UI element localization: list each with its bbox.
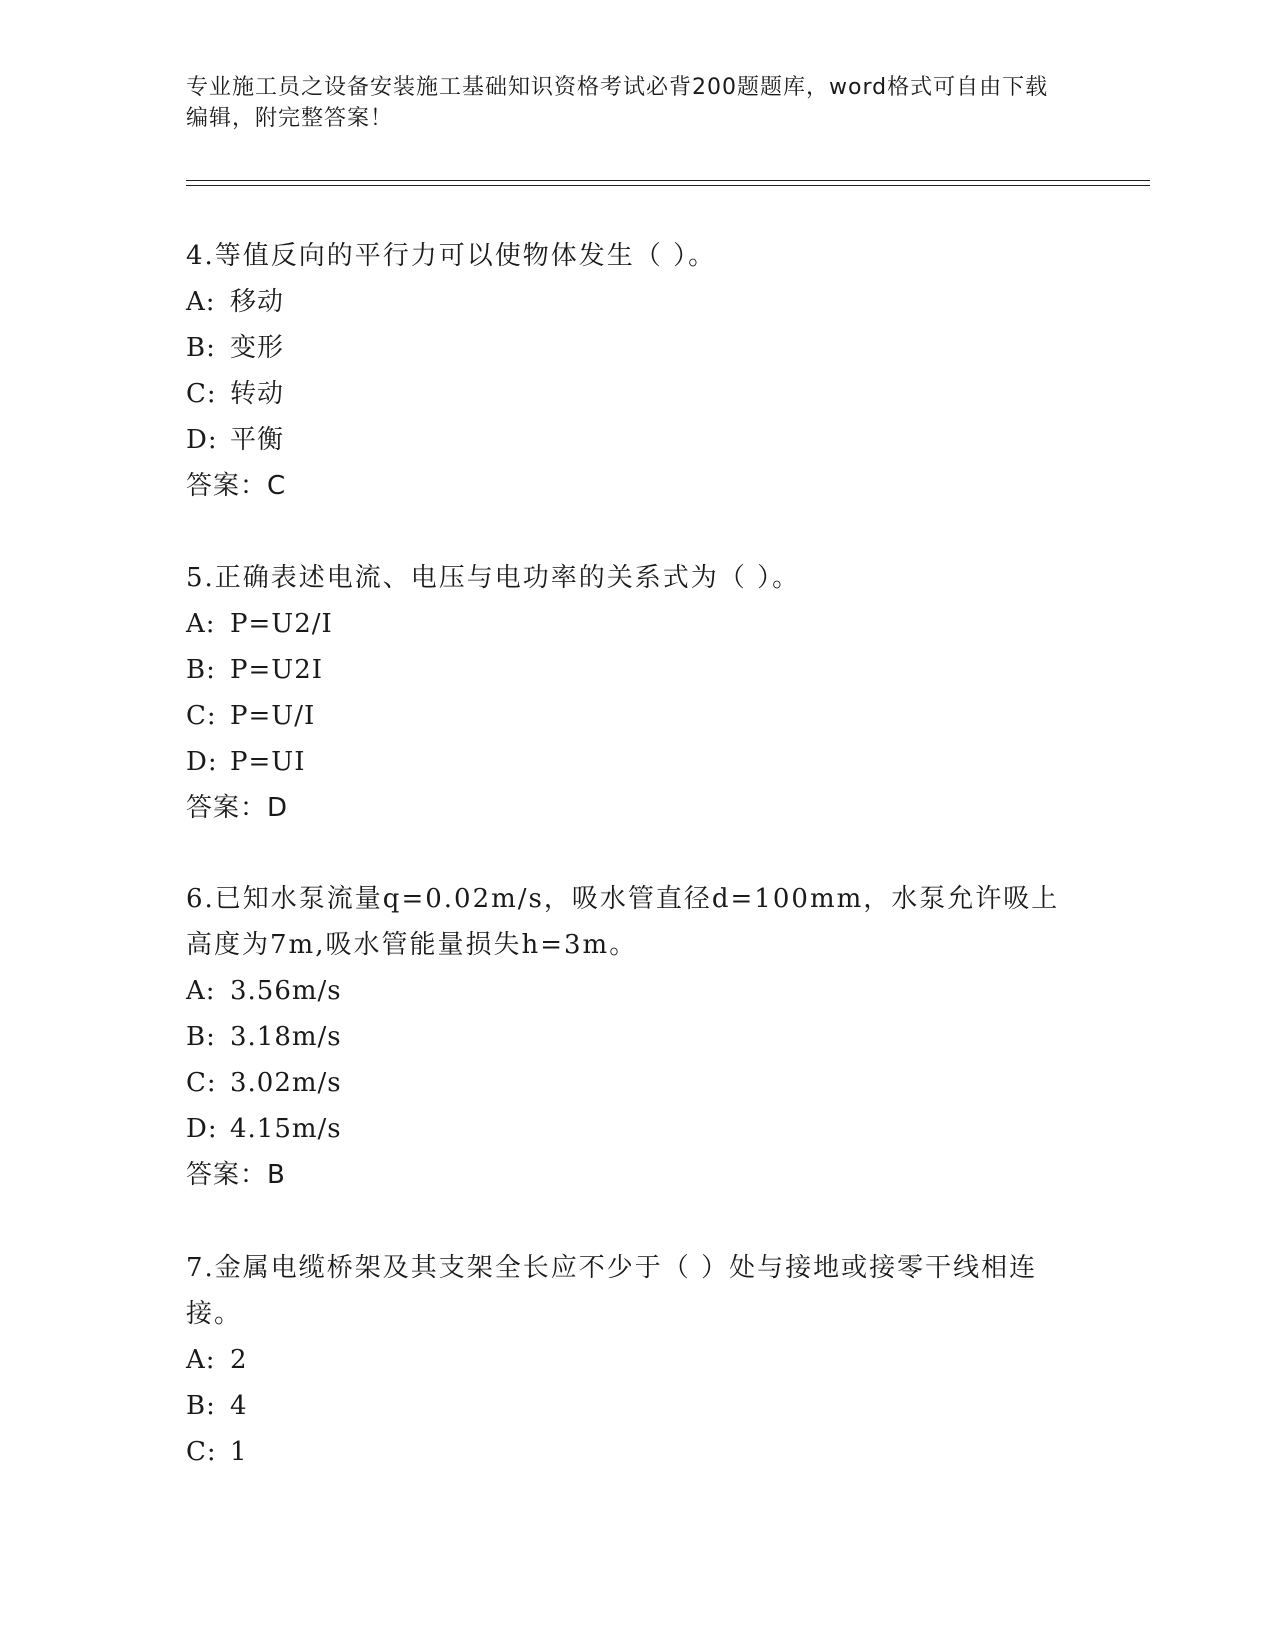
option-text: P=U/I (230, 701, 316, 731)
option-text: P=UI (230, 747, 306, 777)
option-d (186, 417, 1086, 463)
header-divider-bottom (186, 185, 1150, 186)
option-letter: D: (186, 425, 218, 455)
option-b (186, 1383, 1086, 1429)
option-text: 4 (230, 1391, 248, 1421)
option-d (186, 739, 1086, 785)
option-text: 3.02m/s (230, 1068, 342, 1098)
option-text: 移动 (230, 287, 285, 317)
option-letter: A: (186, 1345, 216, 1375)
answer-line: 答案：D (186, 793, 289, 823)
option-letter: C: (186, 1437, 217, 1467)
option-letter: C: (186, 701, 217, 731)
option-d (186, 1106, 1086, 1152)
option-b (186, 647, 1086, 693)
option-letter: B: (186, 1391, 216, 1421)
question-text: 5.正确表述电流、电压与电功率的关系式为（ ）。 (186, 563, 801, 593)
question-4 (186, 233, 1086, 509)
option-text: 平衡 (230, 425, 285, 455)
option-text: 2 (230, 1345, 248, 1375)
question-text: 7.金属电缆桥架及其支架全长应不少于（ ）处与接地或接零干线相连接。 (186, 1253, 1038, 1329)
option-letter: C: (186, 379, 217, 409)
option-a (186, 968, 1086, 1014)
document-header: 专业施工员之设备安装施工基础知识资格考试必背200题题库，word格式可自由下载编辑，附完整答案！ (186, 75, 1049, 131)
question-text: 4.等值反向的平行力可以使物体发生（ ）。 (186, 241, 717, 271)
option-letter: D: (186, 1114, 218, 1144)
option-letter: A: (186, 287, 216, 317)
option-letter: B: (186, 655, 216, 685)
option-a (186, 279, 1086, 325)
option-a (186, 601, 1086, 647)
option-letter: D: (186, 747, 218, 777)
option-text: 变形 (230, 333, 285, 363)
answer-line: 答案：B (186, 1160, 286, 1190)
option-c (186, 693, 1086, 739)
answer-line: 答案：C (186, 471, 287, 501)
option-text: 3.18m/s (230, 1022, 342, 1052)
option-c (186, 1429, 1086, 1475)
question-6 (186, 876, 1086, 1198)
question-text: 6.已知水泵流量q=0.02m/s，吸水管直径d=100mm，水泵允许吸上高度为7m,吸水管能量损失h=3m。 (186, 884, 1060, 960)
option-text: P=U2I (230, 655, 324, 685)
question-7 (186, 1245, 1086, 1475)
option-text: 1 (230, 1437, 248, 1467)
option-b (186, 1014, 1086, 1060)
option-text: 3.56m/s (230, 976, 342, 1006)
option-letter: C: (186, 1068, 217, 1098)
option-letter: B: (186, 1022, 216, 1052)
option-text: 转动 (230, 379, 285, 409)
option-letter: A: (186, 976, 216, 1006)
header-divider-top (186, 180, 1150, 181)
option-c (186, 1060, 1086, 1106)
option-letter: B: (186, 333, 216, 363)
option-letter: A: (186, 609, 216, 639)
option-c (186, 371, 1086, 417)
question-5 (186, 555, 1086, 831)
option-b (186, 325, 1086, 371)
option-text: 4.15m/s (230, 1114, 342, 1144)
option-a (186, 1337, 1086, 1383)
option-text: P=U2/I (230, 609, 333, 639)
